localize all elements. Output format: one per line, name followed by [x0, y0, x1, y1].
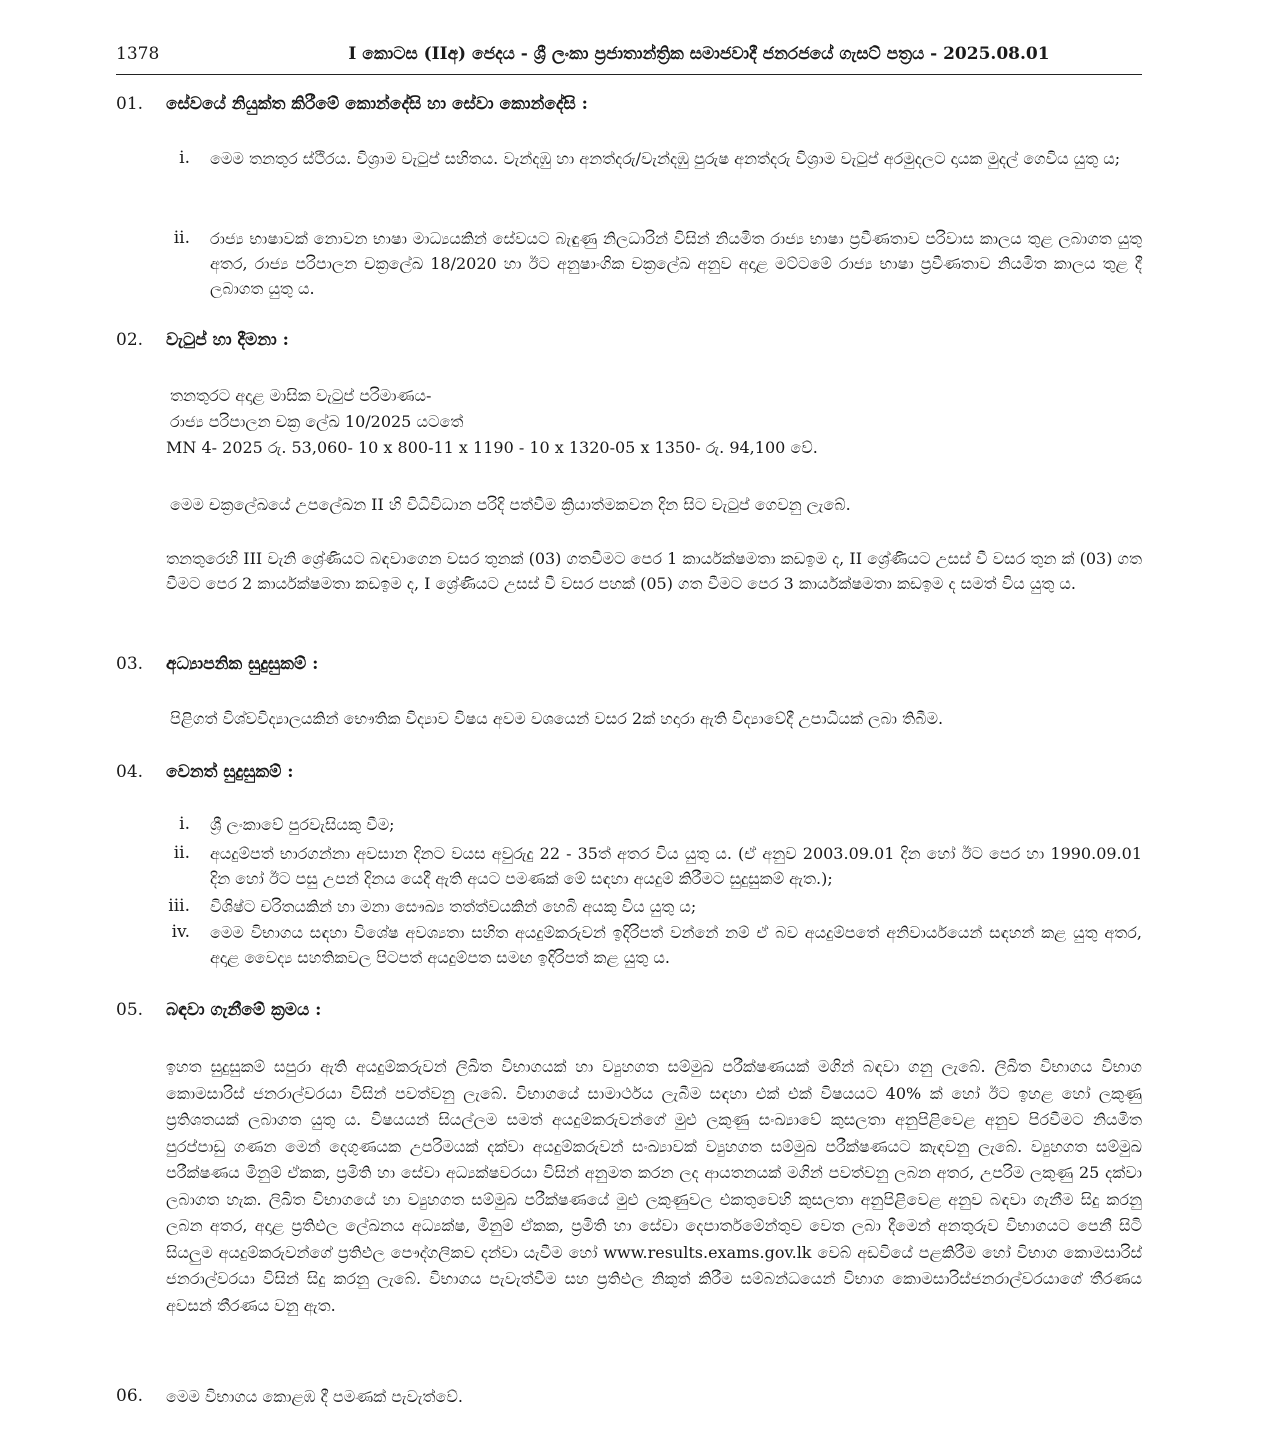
paragraph: මෙම චක්‍රලේඛයේ උපලේඛන II හි විධිවිධාන පරිදි පත්වීම ක්‍රියාත්මකවන දින සිට වැටුප් ගෙවනු ලැබේ. — [170, 495, 851, 514]
section-number: 06. — [116, 1386, 144, 1406]
item-number: iii. — [168, 896, 190, 916]
section-heading: වැටුප් හා දීමනා : — [166, 330, 289, 350]
list-item: ශ්‍රී ලංකාවේ පුරවැසියකු වීම; — [210, 815, 395, 834]
page-number: 1378 — [116, 44, 160, 64]
item-number: ii. — [173, 843, 190, 863]
page-header — [116, 40, 1142, 75]
item-number: i. — [179, 148, 190, 168]
item-number: ii. — [173, 228, 190, 248]
section-number: 03. — [116, 654, 144, 674]
section-number: 04. — [116, 762, 144, 782]
item-number: i. — [179, 814, 190, 834]
item-number: iv. — [171, 922, 190, 942]
section-heading: බඳවා ගැනීමේ ක්‍රමය : — [166, 1000, 322, 1020]
list-item: මෙම විභාගය සඳහා විශේෂ අවශ්‍යතා සහිත අයදුම්කරුවන් ඉදිරිපත් වන්නේ නම් ඒ බව අයදුම්පතේ අනිවාර්යයෙන් සඳහන් කළ යුතු අතර, අදාළ වෛද්‍ය සහතිකවල පිටපත් අයදුම්පත සමඟ ඉදිරිපත් කළ යුතු ය. — [210, 923, 1142, 967]
section-number: 01. — [116, 94, 144, 114]
list-item: රාජ්‍ය භාෂාවක් නොවන භාෂා මාධ්‍යයකින් සේවයට බැඳුණු නිලධාරින් විසින් නියමිත රාජ්‍ය භාෂා ප්‍රවීණතාව පරිවාස කාලය තුළ ලබාගත යුතු අතර, රාජ්‍ය පරිපාලන චක්‍රලේඛ 18/2020 හා ඊට අනුෂාංගික චක්‍රලේඛ අනුව අදාළ මට්ටමේ රාජ්‍ය භාෂා ප්‍රවීණතාව නියමිත කාලය තුළ දී ලබාගත යුතු ය. — [210, 229, 1142, 298]
section-heading: වෙනත් සුදුසුකම් : — [166, 762, 294, 782]
salary-line: තනතුරට අදාළ මාසික වැටුප් පරිමාණය- — [170, 386, 432, 405]
list-item: විශිෂ්ට චරිතයකින් හා මනා සෞඛ්‍ය තත්ත්වයකින් හෙබි අයකු විය යුතු ය; — [210, 897, 697, 916]
section-number: 05. — [116, 1000, 144, 1020]
salary-scale: MN 4- 2025 රු. 53,060- 10 x 800-11 x 1190 - 10 x 1320-05 x 1350- රු. 94,100 වේ. — [166, 438, 818, 457]
header-title: I කොටස (IIඅ) ජෙදය - ශ්‍රී ලංකා ප්‍රජාතාන්ත්‍රික සමාජවාදී ජනරජයේ ගැසට් පත්‍රය - 2025.08.01 — [348, 44, 1050, 64]
list-item: මෙම තනතුර ස්ථිරය. විශ්‍රාම වැටුප් සහිතය. වැන්දඹු හා අනත්දරු/වැන්දඹු පුරුෂ අනත්දරු විශ්‍රාම වැටුප් අරමුදලට දායක මුදල් ගෙවිය යුතු ය; — [210, 149, 1121, 168]
section-heading: අධ්‍යාපනික සුදුසුකම් : — [166, 654, 319, 674]
paragraph: මෙම විභාගය කොළඹ දී පමණක් පැවැත්වේ. — [166, 1387, 463, 1406]
salary-line: රාජ්‍ය පරිපාලන චක්‍ර ලේඛ 10/2025 යටතේ — [170, 412, 464, 431]
list-item: අයදුම්පත් භාරගන්නා අවසාන දිනට වයස අවුරුදු 22 - 35ත් අතර විය යුතු ය. (ඒ අනුව 2003.09.01 දින හෝ ඊට පෙර හා 1990.09.01 දින හෝ ඊට පසු උපන් දිනය යෙදී ඇති අයට පමණක් මේ සඳහා අයදුම් කිරීමට සුදුසුකම් ඇත.); — [210, 844, 1142, 888]
paragraph: තනතුරෙහි III වැනි ශ්‍රේණියට බඳවාගෙන වසර තුනක් (03) ගතවීමට පෙර 1 කාර්යක්ෂමතා කඩඉම ද, II ශ්‍රේණියට උසස් වී වසර තුන ක් (03) ගත වීමට පෙර 2 කාර්යක්ෂමතා කඩඉම ද, I ශ්‍රේණියට උසස් වී වසර පහක් (05) ගත වීමට පෙර 3 කාර්යක්ෂමතා කඩඉම ද සමත් විය යුතු ය. — [166, 549, 1142, 593]
paragraph: ඉහත සුදුසුකම් සපුරා ඇති අයදුම්කරුවන් ලිඛිත විභාගයක් හා ව්‍යුහගත සම්මුඛ පරීක්ෂණයක් මගින් බඳවා ගනු ලැබේ. ලිඛිත විභාගය විභාග කොමසාරිස් ජනරාල්වරයා විසින් පවත්වනු ලැබේ. විභාගයේ සාමාර්ථය ලැබීම සඳහා එක් එක් විෂයයට 40% ක් හෝ ඊට ඉහළ හෝ ලකුණු ප්‍රතිශතයක් ලබාගත යුතු ය. විෂයයන් සියල්ලම සමත් අයදුම්කරුවන්ගේ මුළු ලකුණු සංඛ්‍යාවේ කුසලතා අනුපිළිවෙළ අනුව පිරවීමට නියමිත පුරප්පාඩු ගණන මෙන් දෙගුණයක උපරිමයක් දක්වා අයදුම්කරුවන් සංඛ්‍යාවක් ව්‍යුහගත සම්මුඛ පරීක්ෂණයට කැඳවනු ලැබේ. ව්‍යුහගත සම්මුඛ පරීක්ෂණය මිනුම් ඒකක, ප්‍රමිති හා සේවා අධ්‍යක්ෂවරයා විසින් අනුමත කරන ලද ආයතනයක් මගින් පවත්වනු ලබන අතර, උපරිම ලකුණු 25 දක්වා ලබාගත හැක. ලිඛිත විභාගයේ හා ව්‍යුහගත සම්මුඛ පරීක්ෂණයේ මුළු ලකුණුවල එකතුවෙහි කුසලතා අනුපිළිවෙළ අනුව බඳවා ගැනීම සිදු කරනු ලබන අතර, අදාළ ප්‍රතිඵල ලේඛනය අධ්‍යක්ෂ, මිනුම් ඒකක, ප්‍රමිති හා සේවා දෙපාර්තමේන්තුව වෙත ලබා දීමෙන් අනතුරුව විභාගයට පෙනී සිටි සියලුම අයදුම්කරුවන්ගේ ප්‍රතිඵල පෞද්ගලිකව දන්වා යැවීම හෝ www.results.exams.gov.lk වෙබ් අඩවියේ පළකිරීම හෝ විභාග කොමසාරිස් ජනරාල්වරයා විසින් සිදු කරනු ලැබේ. විභාගය පැවැත්වීම සහ ප්‍රතිඵල නිකුත් කිරීම සම්බන්ධයෙන් විභාග කොමසාරිස්ජනරාල්වරයාගේ තීරණය අවසන් තීරණය වනු ඇත. — [166, 1057, 1142, 1315]
section-number: 02. — [116, 330, 144, 350]
paragraph: පිළිගත් විශ්වවිද්‍යාලයකින් භෞතික විද්‍යාව විෂය අවම වශයෙන් වසර 2ක් හදාරා ඇති විද්‍යාවේදී උපාධියක් ලබා තිබීම. — [170, 709, 944, 728]
section-heading: සේවයේ නියුක්ත කිරීමේ කොන්දේසි හා සේවා කොන්දේසි : — [166, 94, 588, 114]
